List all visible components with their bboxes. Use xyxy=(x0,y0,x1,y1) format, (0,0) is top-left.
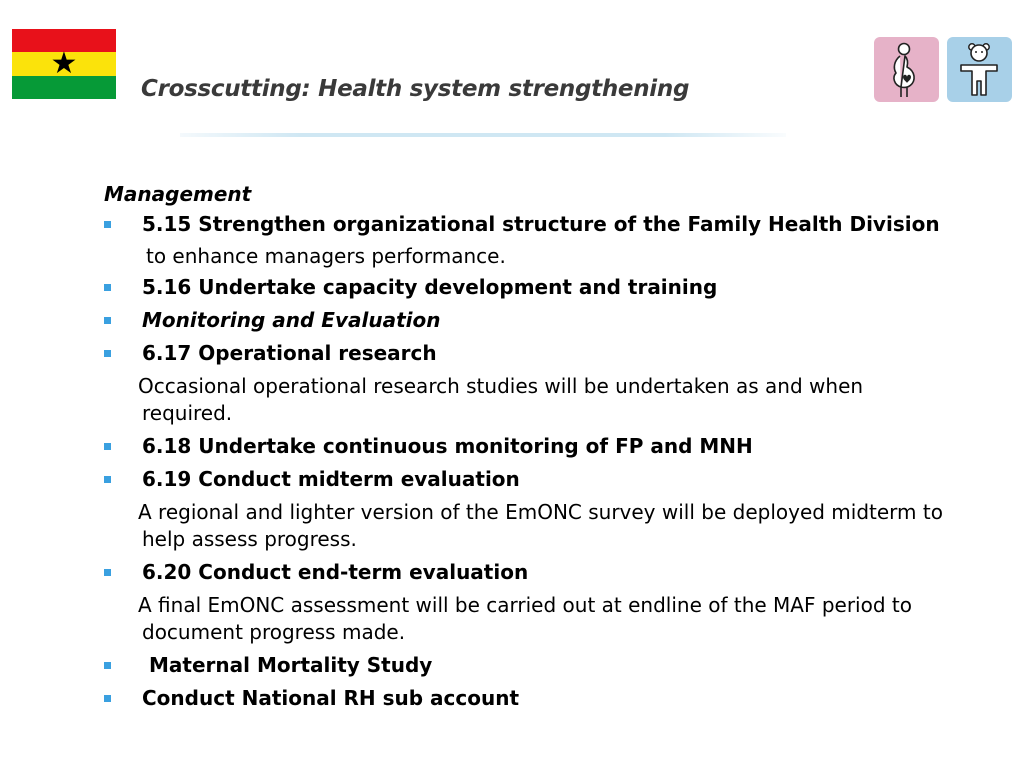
list-item xyxy=(104,649,984,682)
item-5-15-note: to enhance managers performance. xyxy=(146,244,506,268)
item-5-16: 5.16 Undertake capacity development and training xyxy=(142,275,718,299)
list-item xyxy=(104,271,984,304)
item-national-rh-sub-account: Conduct National RH sub account xyxy=(142,686,520,710)
pregnant-mother-icon xyxy=(874,37,939,102)
list-item xyxy=(104,304,984,337)
list-item xyxy=(104,463,984,496)
bullet-icon xyxy=(104,695,111,702)
item-6-19-note-line2: help assess progress. xyxy=(142,527,357,551)
section-heading-management: Management xyxy=(104,182,252,206)
item-monitoring-evaluation: Monitoring and Evaluation xyxy=(142,308,441,332)
bullet-icon xyxy=(104,284,111,291)
title-underline xyxy=(180,133,786,137)
bullet-icon xyxy=(104,662,111,669)
list-item xyxy=(104,556,984,589)
bullet-icon xyxy=(104,317,111,324)
list-item xyxy=(104,682,984,715)
item-6-17-note-line2: required. xyxy=(142,401,233,425)
ghana-flag-icon xyxy=(12,29,116,99)
slide-title: Crosscutting: Health system strengthening xyxy=(141,76,690,102)
item-6-20-note-line2: document progress made. xyxy=(142,620,406,644)
item-6-18: 6.18 Undertake continuous monitoring of FP and MNH xyxy=(142,434,753,458)
slide-content xyxy=(104,180,984,715)
item-6-19: 6.19 Conduct midterm evaluation xyxy=(142,467,520,491)
item-6-20: 6.20 Conduct end-term evaluation xyxy=(142,560,529,584)
bullet-icon xyxy=(104,221,111,228)
item-5-15: 5.15 Strengthen organizational structure of the Family Health Division xyxy=(142,212,940,236)
item-maternal-mortality-study: Maternal Mortality Study xyxy=(149,653,433,677)
item-6-19-note-line1: A regional and lighter version of the EmONC survey will be deployed midterm to xyxy=(138,500,943,524)
bullet-icon xyxy=(104,443,111,450)
bullet-icon xyxy=(104,350,111,357)
item-6-20-note-line1: A final EmONC assessment will be carried out at endline of the MAF period to xyxy=(138,593,912,617)
list-item xyxy=(104,208,984,241)
black-star-icon: ★ xyxy=(50,45,78,81)
child-with-teddy-icon xyxy=(947,37,1012,102)
bullet-icon xyxy=(104,476,111,483)
bullet-icon xyxy=(104,569,111,576)
item-6-17: 6.17 Operational research xyxy=(142,341,437,365)
item-6-17-note-line1: Occasional operational research studies will be undertaken as and when xyxy=(138,374,864,398)
flag-yellow-band xyxy=(12,45,116,81)
list-item xyxy=(104,337,984,370)
list-item xyxy=(104,430,984,463)
